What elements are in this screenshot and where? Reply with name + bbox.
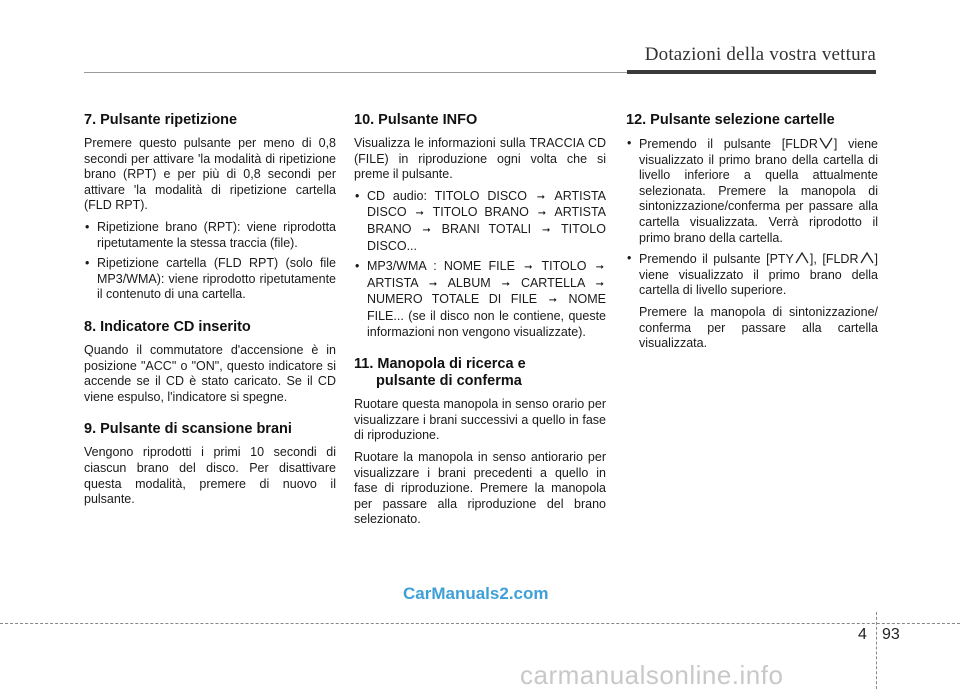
list-item: • Premendo il pulsante [FLDR ] viene visualizzato il primo brano della cartella di livello inferiore a quella attualmente selezionata. Premere la manopola di sintonizzazione/conferma per passare alla cartella visualizzata. Verrà riprodotto il primo brano della cartella. (626, 136, 878, 246)
footer-rule (0, 623, 960, 624)
arrow-right-icon: ➞ (595, 278, 604, 290)
section-7-list (84, 220, 336, 303)
arrow-right-icon: ➞ (595, 262, 604, 274)
section-8 (84, 319, 336, 405)
page-number: 93 (882, 626, 900, 643)
section-7-title: 7. Pulsante ripetizione (84, 112, 238, 128)
section-10-body: Visualizza le informazioni sulla TRACCIA CD (FILE) in riproduzione ogni volta che si preme il pulsante. (354, 136, 606, 182)
chapter-number: 4 (858, 626, 867, 643)
section-12 (626, 112, 878, 352)
list-item: • Premendo il pulsante [PTY ], [FLDR ] viene visualizzato il primo brano della cartella di livello superiore. (626, 251, 878, 299)
section-8-title: 8. Indicatore CD inserito (84, 318, 251, 335)
column-2 (354, 112, 606, 544)
chevron-up-icon (859, 251, 875, 265)
section-12-title: 12. Pulsante selezione cartelle (626, 112, 835, 128)
section-11 (354, 356, 606, 528)
section-7 (84, 112, 336, 303)
section-9-body: Vengono riprodotti i primi 10 secondi di ciascun brano del disco. Per disattivare questa modalità, premere di nuovo il pulsante. (84, 445, 336, 507)
section-12-note: Premere la manopola di sintonizzazione/ conferma per passare alla cartella visualizzata. (639, 304, 878, 351)
list-item: • Ripetizione cartella (FLD RPT) (solo file MP3/WMA): viene riprodotto ripetutamente il contenuto di una cartella. (84, 256, 336, 303)
section-9-title: 9. Pulsante di scansione brani (84, 421, 292, 438)
column-3 (626, 112, 878, 368)
arrow-right-icon: ➞ (537, 208, 547, 220)
section-11-title: 11. Manopola di ricerca e pulsante di conferma (354, 356, 526, 390)
arrow-right-icon: ➞ (548, 295, 557, 307)
arrow-right-icon: ➞ (524, 262, 533, 274)
section-9 (84, 421, 336, 507)
section-7-intro: Premere questo pulsante per meno di 0,8 secondi per attivare 'la modalità di ripetizione brano (RPT) e per più di 0,8 secondi per attivare 'la modalità di ripetizione cartella (FLD RPT). (84, 136, 336, 213)
section-10 (354, 112, 606, 340)
arrow-right-icon: ➞ (415, 208, 424, 220)
section-11-p1: Ruotare questa manopola in senso orario per visualizzare i brani successivi a quello in fase di riproduzione. (354, 397, 606, 443)
arrow-right-icon: ➞ (428, 278, 438, 290)
section-8-body: Quando il commutatore d'accensione è in posizione "ACC" o "ON", questo indicatore si accende se il CD è stato caricato. Se il CD viene espulso, l'indicatore si spegne. (84, 342, 336, 404)
section-11-p2: Ruotare la manopola in senso antiorario per visualizzare i brani precedenti a quello in fase di riproduzione. Premere la manopola per passare alla riproduzione del brano selezionato. (354, 449, 606, 527)
section-10-title: 10. Pulsante INFO (354, 112, 478, 128)
arrow-right-icon: ➞ (422, 224, 431, 236)
arrow-right-icon: ➞ (536, 191, 546, 203)
header-rule-accent (627, 70, 876, 74)
watermark-carmanuals2: CarManuals2.com (403, 584, 549, 603)
arrow-right-icon: ➞ (541, 224, 551, 236)
footer-divider (876, 612, 877, 689)
list-item-cd: • CD audio: TITOLO DISCO ➞ ARTISTA DISCO ➞ TITOLO BRANO ➞ ARTISTA BRANO ➞ BRANI TOTALI ➞ TITOLO DISCO... (354, 189, 606, 254)
section-10-list (354, 189, 606, 340)
chevron-down-icon (818, 136, 834, 150)
arrow-right-icon: ➞ (501, 278, 510, 290)
list-item-mp3: • MP3/WMA : NOME FILE ➞ TITOLO ➞ ARTISTA ➞ ALBUM ➞ CARTELLA ➞ NUMERO TOTALE DI FILE ➞ NOME FILE... (se il disco non le contiene, queste informazioni non vengono visualizzate). (354, 259, 606, 340)
list-item: • Ripetizione brano (RPT): viene riprodotta ripetutamente la stessa traccia (file). (84, 220, 336, 251)
column-1 (84, 112, 336, 524)
header-title: Dotazioni della vostra vettura (644, 44, 876, 65)
watermark-carmanualsonline: carmanualsonline.info (520, 660, 784, 690)
chevron-up-icon (794, 251, 810, 265)
section-12-list (626, 136, 878, 299)
